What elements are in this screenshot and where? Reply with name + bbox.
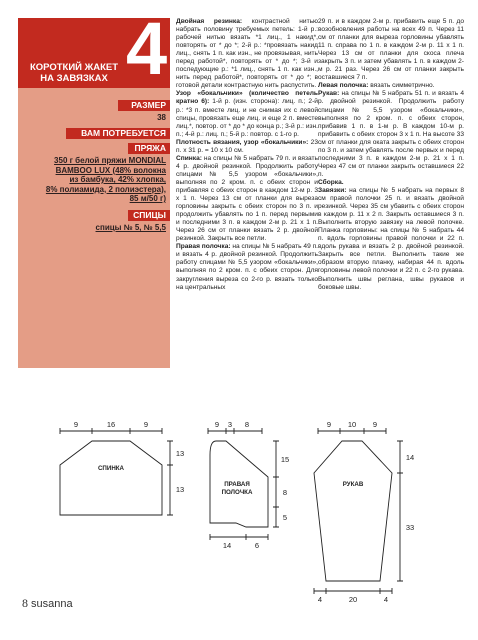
yarn-line-5: 85 м/50 г) xyxy=(129,194,166,203)
front-dim-lower: 5 xyxy=(282,513,288,522)
yarn-line-2: BAMBOO LUX (48% волокна xyxy=(55,165,166,175)
instructions-column-2 xyxy=(318,18,464,292)
pattern-info-panel xyxy=(18,18,170,368)
front-dim-top-left: 9 xyxy=(214,420,220,429)
front-dim-bottom-right: 6 xyxy=(254,541,260,550)
right-front-paragraph: Правая полочка: на спицы № 5 набрать 49 п. и вязать 4 р. двойной резинкой. Продолжить работу спицами № 5,5 узором «бокальчики», выполняя по 2 кром. п. с обеих сторон. Для закругления выреза со 2-го р. вязать только на центральных xyxy=(176,243,318,291)
materials-block xyxy=(18,88,170,368)
back-paragraph: Спинка: на спицы № 5 набрать 79 п. и вязать 4 р. двойной резинкой. Продолжить работу спицами № 5,5 узором «бокальчики», выполняя по 2 кром. п. с обеих сторон и прибавляя с обеих сторон в каждом 12-м р. 3 х 1 п. Через 13 см от планки для выреза горловины закрыть с обеих сторон по 3 п. и продолжить убавлять по 1 п. перед первыми и последними 3 п. в каждом 2-м р. 21 х 1 п. Через 26 см от планки вязать 2 р. двойной резинкой. Закрыть все петли. xyxy=(176,154,318,243)
rib-stitch-paragraph: Двойная резинка: контрастной нитью набрать половину требуемых петель: 1-й р.: рабочей нитью вязать *1 лиц., 1 накид*, повторять от * до *; 2-й р.: *провязать накид лиц., снять 1 п. как изн., не провязывая, нить перед работой*, повторять от * до *; 3-й и последующие р.: *1 лиц., снять 1 п. как изн., нить перед работой*, повторять от * до *; в готовой детали контрастную нить распустить. xyxy=(176,18,318,90)
ties-paragraph: Завязки: на спицы № 5 набрать на первых 8 см правой полочки 25 п. и вязать двойной резинкой. Через 35 см убавить с обеих сторон в каждом р. 11 х 2 п. Закрыть оставшиеся 3 п. Выполнить вторую завязку на левой полочке. Планка горловины: на спицы № 5 набрать 44 п. вдоль горловины правой полочки и 22 п. вдоль рукава и вязать 2 р. двойной резинкой. Закрыть все петли. Выполнить такие же образом вторую планку, набирая 44 п. вдоль горловины левой полочки и 22 п. с 2-го рукава. Выполнить швы реглана, швы рукавов и боковые швы. xyxy=(318,186,464,291)
assembly-heading: Сборка. xyxy=(318,178,344,186)
back-dim-upper: 13 xyxy=(175,449,185,458)
front-bottom-dimension xyxy=(210,534,268,540)
title-block xyxy=(18,18,170,88)
front-dim-top-center: 3 xyxy=(227,420,233,429)
sleeve-dim-top-right: 9 xyxy=(372,420,378,429)
gauge-paragraph: Плотность вязания, узор «бокальчики»: 23 п. х 31 р. = 10 х 10 см. xyxy=(176,138,318,154)
schematic-drawings xyxy=(0,415,478,605)
schematics-area xyxy=(0,415,478,605)
sleeve-dim-lower: 33 xyxy=(405,523,415,532)
sleeve-dim-bottom-right: 4 xyxy=(383,595,389,604)
sleeve-piece-outline xyxy=(314,441,392,581)
page-number: 8 xyxy=(22,596,28,610)
sleeve-dim-upper: 14 xyxy=(405,453,415,462)
front-dim-middle: 8 xyxy=(282,488,288,497)
yarn-description xyxy=(46,156,166,204)
front-piece-label: ПРАВАЯ ПОЛОЧКА xyxy=(221,481,253,496)
title-line-2: НА ЗАВЯЗКАХ xyxy=(40,73,108,84)
front-dim-bottom-left: 14 xyxy=(222,541,232,550)
size-heading: РАЗМЕР xyxy=(118,100,170,111)
yarn-line-1: 350 г белой пряжи MONDIAL xyxy=(54,156,166,165)
sleeve-dim-bottom-left: 4 xyxy=(317,595,323,604)
back-dim-top-left: 9 xyxy=(73,420,79,429)
materials-heading: ВАМ ПОТРЕБУЕТСЯ xyxy=(66,128,170,139)
yarn-heading: ПРЯЖА xyxy=(128,143,170,154)
page-footer xyxy=(22,596,73,611)
title-line-1: КОРОТКИЙ ЖАКЕТ xyxy=(29,62,119,73)
sleeve-height-dimension xyxy=(397,441,403,581)
size-value: 38 xyxy=(157,113,166,122)
sleeve-paragraph: Рукав: на спицы № 5 набрать 51 п. и вязать 4 р. двойной резинкой. Продолжить работу спицами № 5,5 узором «бокальчики», выполняя по 2 кром. п. с обеих сторон, прибавив 1 п. в 1-м р. В каждом 10-м р. прибавить с обеих сторон 3 х 1 п. На высоте 33 см от планки для оката закрыть с обеих сторон по 3 п. и затем убавлять после первых и перед последними 3 п. в каждом 2-м р. 21 х 1 п. Через 47 см от планки закрыть оставшиеся 22 п. xyxy=(318,90,464,178)
back-dim-top-center: 16 xyxy=(106,420,116,429)
back-height-dimension xyxy=(167,441,173,515)
sleeve-dim-top-left: 9 xyxy=(326,420,332,429)
front-dim-upper: 15 xyxy=(280,455,290,464)
back-dim-lower: 13 xyxy=(175,485,185,494)
left-front-paragraph: Левая полочка: вязать симметрично. xyxy=(318,82,435,90)
instructions-column-1 xyxy=(176,18,318,292)
sleeve-piece-label: РУКАВ xyxy=(342,481,364,488)
needles-heading: СПИЦЫ xyxy=(128,210,170,221)
pattern-stitch-paragraph: Узор «бокальчики» (количество петель кратно 6): 1-й р. (изн. сторона): лиц. п.; 2-й р.: *3 п. вместе лиц. и не снимая их с левой спицы, провязать еще лиц. и еще 2 п. вместе лиц.*, повтор. от * до * до конца р.; 3-й р.: изн. п.; 4-й р.: лиц. п.; 5-й р.: повтор. с 1-го р. xyxy=(176,90,318,138)
yarn-line-4: 8% полиамида, 2 полиэстера), xyxy=(45,184,166,194)
sleeve-bottom-dimension xyxy=(314,588,392,594)
front-dim-top-right: 8 xyxy=(244,420,250,429)
pattern-title xyxy=(24,62,124,84)
back-piece-label: СПИНКА xyxy=(97,465,125,472)
magazine-brand: susanna xyxy=(31,598,73,610)
back-dim-top-right: 9 xyxy=(143,420,149,429)
right-front-continued: 29 п. и в каждом 2-м р. прибавить еще 5 п. до возобновления работы на всех 49 п. Через 11 см от планки для выреза горловины убавлять 11 п. справа по 1 п. в каждом 2-м р. 11 х 1 п. Через 13 см от планки для скоса плеча закрыть 3 п. и затем убавлять 1 п. в каждом 2-м р. 21 раз. Через 26 см от планки закрыть оставшиеся 7 п. xyxy=(318,18,464,82)
needles-value: спицы № 5, № 5,5 xyxy=(95,223,166,232)
yarn-line-3: из бамбука, 42% хлопка, xyxy=(69,175,166,184)
pattern-number: 4 xyxy=(126,18,168,88)
sleeve-dim-top-center: 10 xyxy=(347,420,357,429)
sleeve-dim-bottom-center: 20 xyxy=(348,595,358,604)
back-piece-outline xyxy=(60,441,162,515)
